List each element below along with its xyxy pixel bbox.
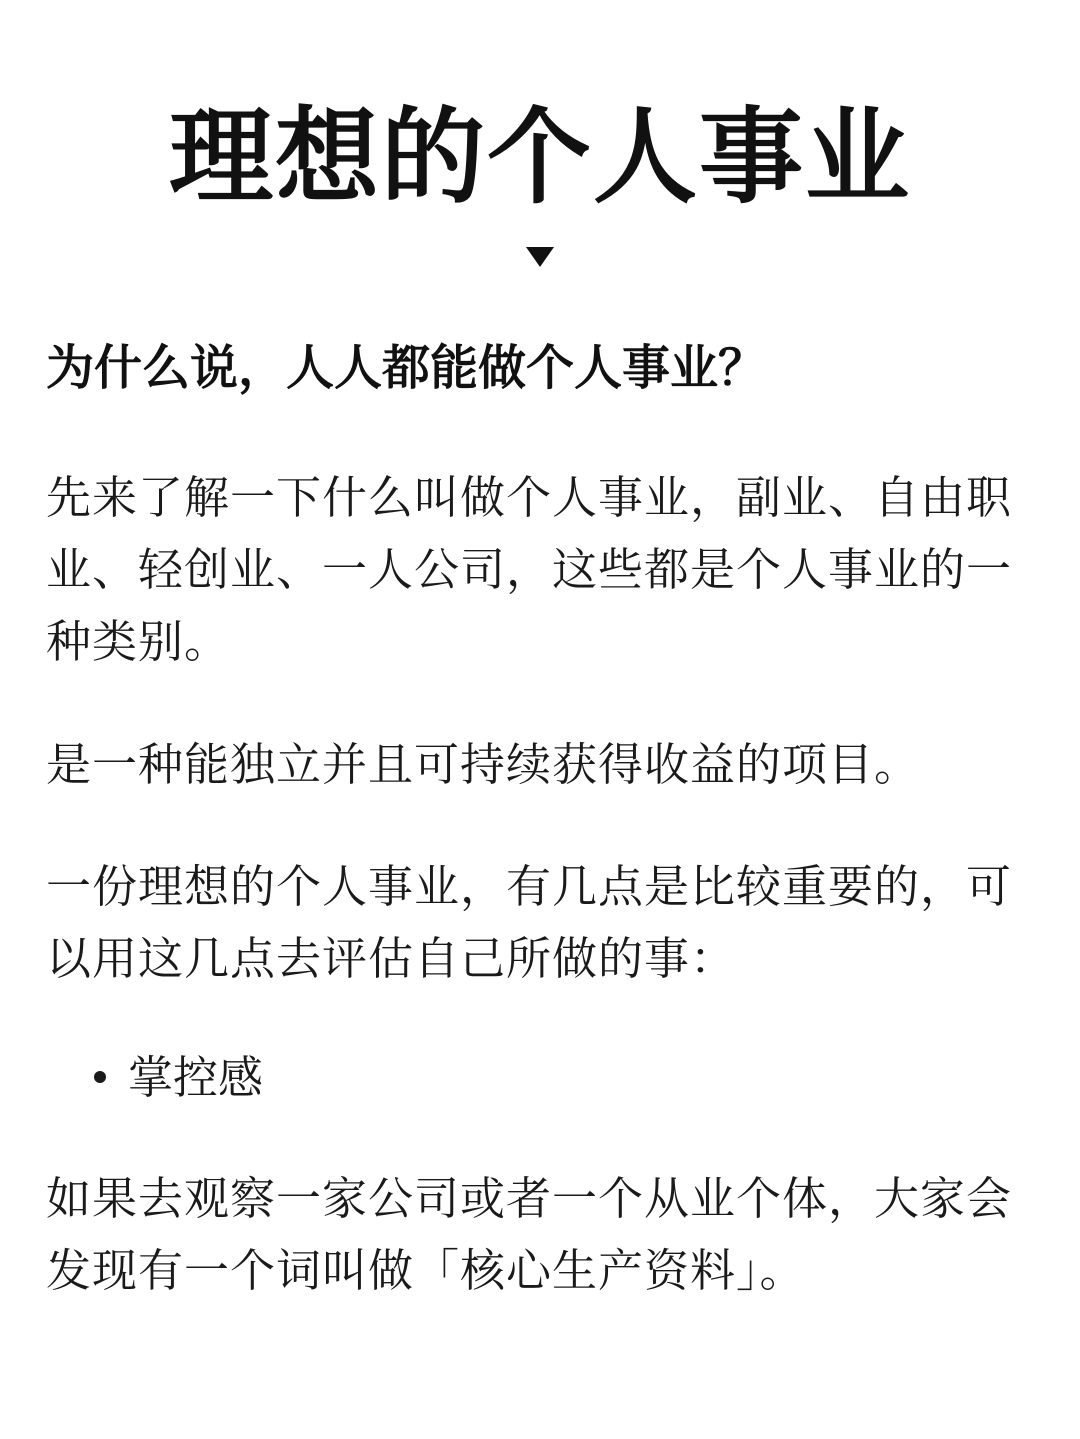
paragraph-definition: 先来了解一下什么叫做个人事业，副业、自由职业、轻创业、一人公司，这些都是个人事业的一种类别。 [46,471,1013,668]
list-item-label: 掌控感 [128,1051,264,1104]
page-title: 理想的个人事业 [168,96,911,218]
paragraph-core-resources: 如果去观察一家公司或者一个从业个体，大家会发现有一个词叫做「核心生产资料」。 [46,1172,1013,1297]
paragraph-criteria-intro: 一份理想的个人事业，有几点是比较重要的，可以用这几点去评估自己所做的事： [46,860,1013,985]
down-triangle-icon [526,247,554,267]
section-heading: 为什么说，人人都能做个人事业？ [46,340,767,396]
list-item [94,1046,263,1110]
paragraph-summary: 是一种能独立并且可持续获得收益的项目。 [46,738,921,791]
bullet-icon [94,1071,106,1083]
